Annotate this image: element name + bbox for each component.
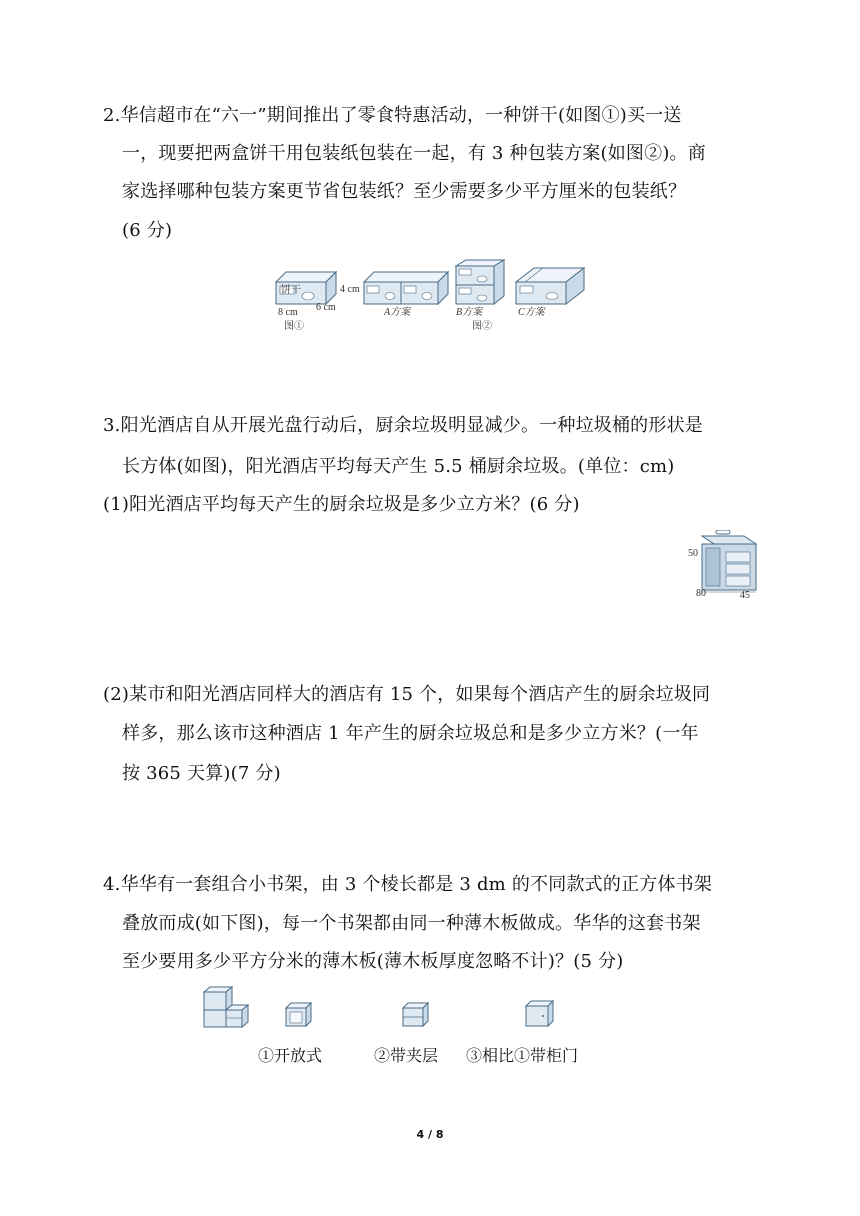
fig1-caption: 图① — [284, 321, 304, 332]
page-number: 4 / 8 — [416, 1128, 444, 1141]
bin-height: 50 — [688, 548, 698, 559]
biscuit-figure — [272, 258, 592, 340]
caption-layer-shelf: ②带夹层 — [374, 1046, 439, 1065]
single-biscuit-box — [276, 272, 336, 304]
plan-a-boxes — [364, 272, 448, 304]
plan-b-boxes — [456, 260, 504, 304]
dim-length: 8 cm — [278, 307, 298, 318]
q2-line-1: 2.华信超市在“六一”期间推出了零食特惠活动，一种饼干(如图①)买一送 — [103, 105, 682, 126]
dim-width: 6 cm — [316, 302, 336, 313]
q2-line-3: 家选择哪种包装方案更节省包装纸？至少需要多少平方厘米的包装纸？ — [122, 181, 687, 202]
trash-bin-figure — [686, 530, 766, 600]
dim-height: 4 cm — [340, 284, 360, 295]
trash-bin-illustration — [702, 530, 756, 592]
caption-open-shelf: ①开放式 — [258, 1046, 323, 1065]
bookshelf-figure — [198, 986, 568, 1032]
q3-sub2-line-1: (2)某市和阳光酒店同样大的酒店有 15 个，如果每个酒店产生的厨余垃圾同 — [103, 684, 711, 705]
fig2-caption: 图② — [472, 321, 492, 332]
q2-line-2: 一，现要把两盒饼干用包装纸包装在一起，有 3 种包装方案(如图②)。商 — [122, 143, 706, 164]
bin-width: 45 — [740, 590, 750, 600]
bin-length: 80 — [696, 588, 706, 599]
stacked-bookshelves — [204, 987, 248, 1027]
plan-b-label: B方案 — [456, 307, 483, 318]
q3-line-2: 长方体(如图)，阳光酒店平均每天产生 5.5 桶厨余垃圾。(单位：cm) — [122, 456, 675, 477]
bookshelf-open — [286, 1003, 311, 1026]
plan-a-label: A方案 — [384, 307, 411, 318]
q4-line-3: 至少要用多少平方分米的薄木板(薄木板厚度忽略不计)？(5 分) — [122, 951, 624, 972]
plan-c-boxes — [516, 268, 584, 304]
caption-door-shelf: ③相比①带柜门 — [466, 1046, 579, 1065]
q3-sub2-line-3: 按 365 天算)(7 分) — [122, 763, 281, 784]
q2-line-4: (6 分) — [122, 220, 173, 241]
box-label: 饼干 — [281, 285, 301, 296]
q3-line-1: 3.阳光酒店自从开展光盘行动后，厨余垃圾明显减少。一种垃圾桶的形状是 — [103, 415, 703, 436]
q3-sub1: (1)阳光酒店平均每天产生的厨余垃圾是多少立方米？(6 分) — [103, 494, 580, 515]
q3-sub2-line-2: 样多，那么该市这种酒店 1 年产生的厨余垃圾总和是多少立方米？(一年 — [122, 723, 699, 744]
plan-c-label: C方案 — [518, 307, 545, 318]
bookshelf-with-door — [526, 1001, 553, 1026]
q4-line-2: 叠放而成(如下图)，每一个书架都由同一种薄木板做成。华华的这套书架 — [122, 913, 701, 934]
bookshelf-with-layer — [403, 1003, 428, 1026]
q4-line-1: 4.华华有一套组合小书架，由 3 个棱长都是 3 dm 的不同款式的正方体书架 — [103, 874, 713, 895]
